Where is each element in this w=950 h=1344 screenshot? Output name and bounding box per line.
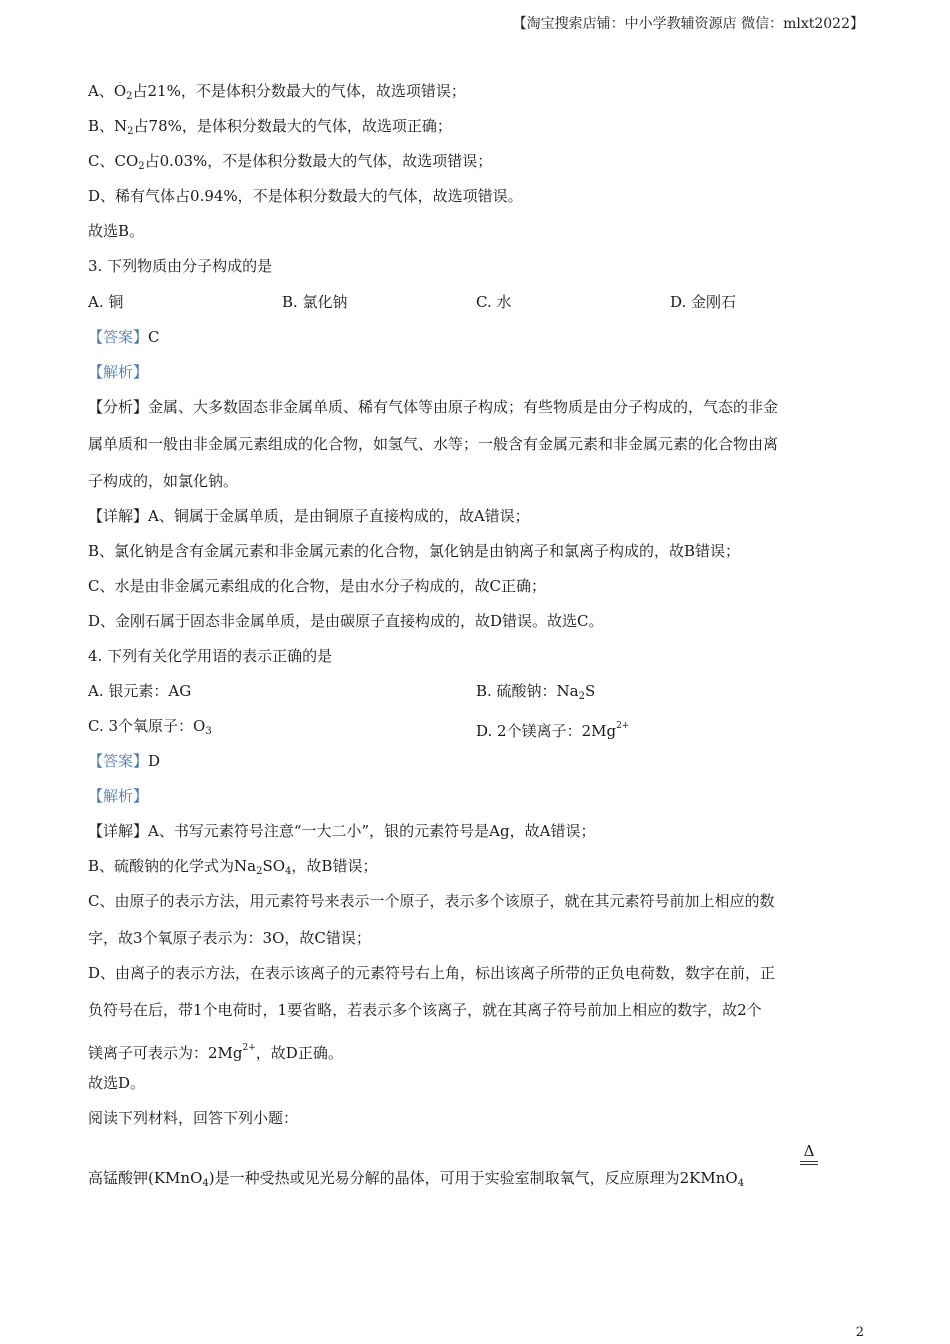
option-d: D. 金刚石: [670, 293, 737, 311]
question-3: 3. 下列物质由分子构成的是: [88, 257, 273, 275]
text-line: 字，故3个氧原子表示为：3O，故C错误；: [88, 929, 371, 947]
text-line: C、由原子的表示方法，用元素符号来表示一个原子，表示多个该原子，就在其元素符号前加上相应的数: [88, 892, 775, 910]
text-line: 子构成的，如氯化钠。: [88, 472, 239, 490]
text-line: B、$N_2$占78%，是体积分数最大的气体，故选项正确；: [88, 117, 452, 137]
text-line: B、氯化钠是含有金属元素和非金属元素的化合物，氯化钠是由钠离子和氯离子构成的，故B错误；: [88, 542, 741, 560]
text-line: 故选B。: [88, 222, 145, 240]
text-line: A、$O_2$占21%，不是体积分数最大的气体，故选项错误；: [88, 82, 466, 102]
text-line: 属单质和一般由非金属元素组成的化合物，如氢气、水等；一般含有金属元素和非金属元素的化合物由离: [88, 435, 779, 453]
text-line: 负符号在后，带1个电荷时，1要省略，若表示多个该离子，就在其离子符号前加上相应的数字，故2个: [88, 1001, 762, 1019]
text-line: 【分析】金属、大多数固态非金属单质、稀有气体等由原子构成；有些物质是由分子构成的，气态的非金: [88, 398, 779, 416]
option-a: A. 银元素：AG: [88, 682, 192, 700]
page-number: 2: [855, 1325, 864, 1340]
text-line: C、水是由非金属元素组成的化合物，是由水分子构成的，故C正确；: [88, 577, 546, 595]
text-line: D、由离子的表示方法，在表示该离子的元素符号右上角，标出该离子所带的正负电荷数，数字在前，正: [88, 964, 776, 982]
text-line: 阅读下列材料，回答下列小题：: [88, 1109, 299, 1127]
text-line: 高锰酸钾(KMnO$_4$)是一种受热或见光易分解的晶体，可用于实验室制取氧气，反应原理为2KMnO$_4$: [88, 1169, 745, 1189]
text-line: 【详解】A、书写元素符号注意“一大二小”，银的元素符号是Ag，故A错误；: [88, 822, 596, 840]
text-line: C、$CO_2$占0.03%，不是体积分数最大的气体，故选项错误；: [88, 152, 493, 172]
text-line: 【详解】A、铜属于金属单质，是由铜原子直接构成的，故A错误；: [88, 507, 530, 525]
option-b: B. 氯化钠: [282, 293, 348, 311]
text-line: 故选D。: [88, 1074, 146, 1092]
heat-symbol: Δ: [800, 1143, 818, 1165]
text-line: 镁离子可表示为：$2Mg^{2+}$，故D正确。: [88, 1043, 343, 1062]
question-4: 4. 下列有关化学用语的表示正确的是: [88, 647, 333, 665]
option-c: C. 水: [476, 293, 512, 311]
text-line: B、硫酸钠的化学式为$Na_2SO_4$，故B错误；: [88, 857, 378, 877]
page-header: 【淘宝搜索店铺：中小学教辅资源店 微信：mlxt2022】: [512, 16, 864, 32]
option-c: C. 3个氧原子：$O_3$: [88, 717, 212, 737]
option-a: A. 铜: [88, 293, 124, 311]
text-line: D、稀有气体占0.94%，不是体积分数最大的气体，故选项错误。: [88, 187, 523, 205]
option-b: B. 硫酸钠：$Na_2S$: [476, 682, 596, 702]
analysis-tag: 【解析】: [88, 363, 149, 381]
option-d: D. 2个镁离子：$2Mg^{2+}$: [476, 721, 630, 740]
analysis-tag: 【解析】: [88, 787, 149, 805]
text-line: D、金刚石属于固态非金属单质，是由碳原子直接构成的，故D错误。故选C。: [88, 612, 604, 630]
answer-line: 【答案】C: [88, 328, 160, 346]
answer-line: 【答案】D: [88, 752, 161, 770]
